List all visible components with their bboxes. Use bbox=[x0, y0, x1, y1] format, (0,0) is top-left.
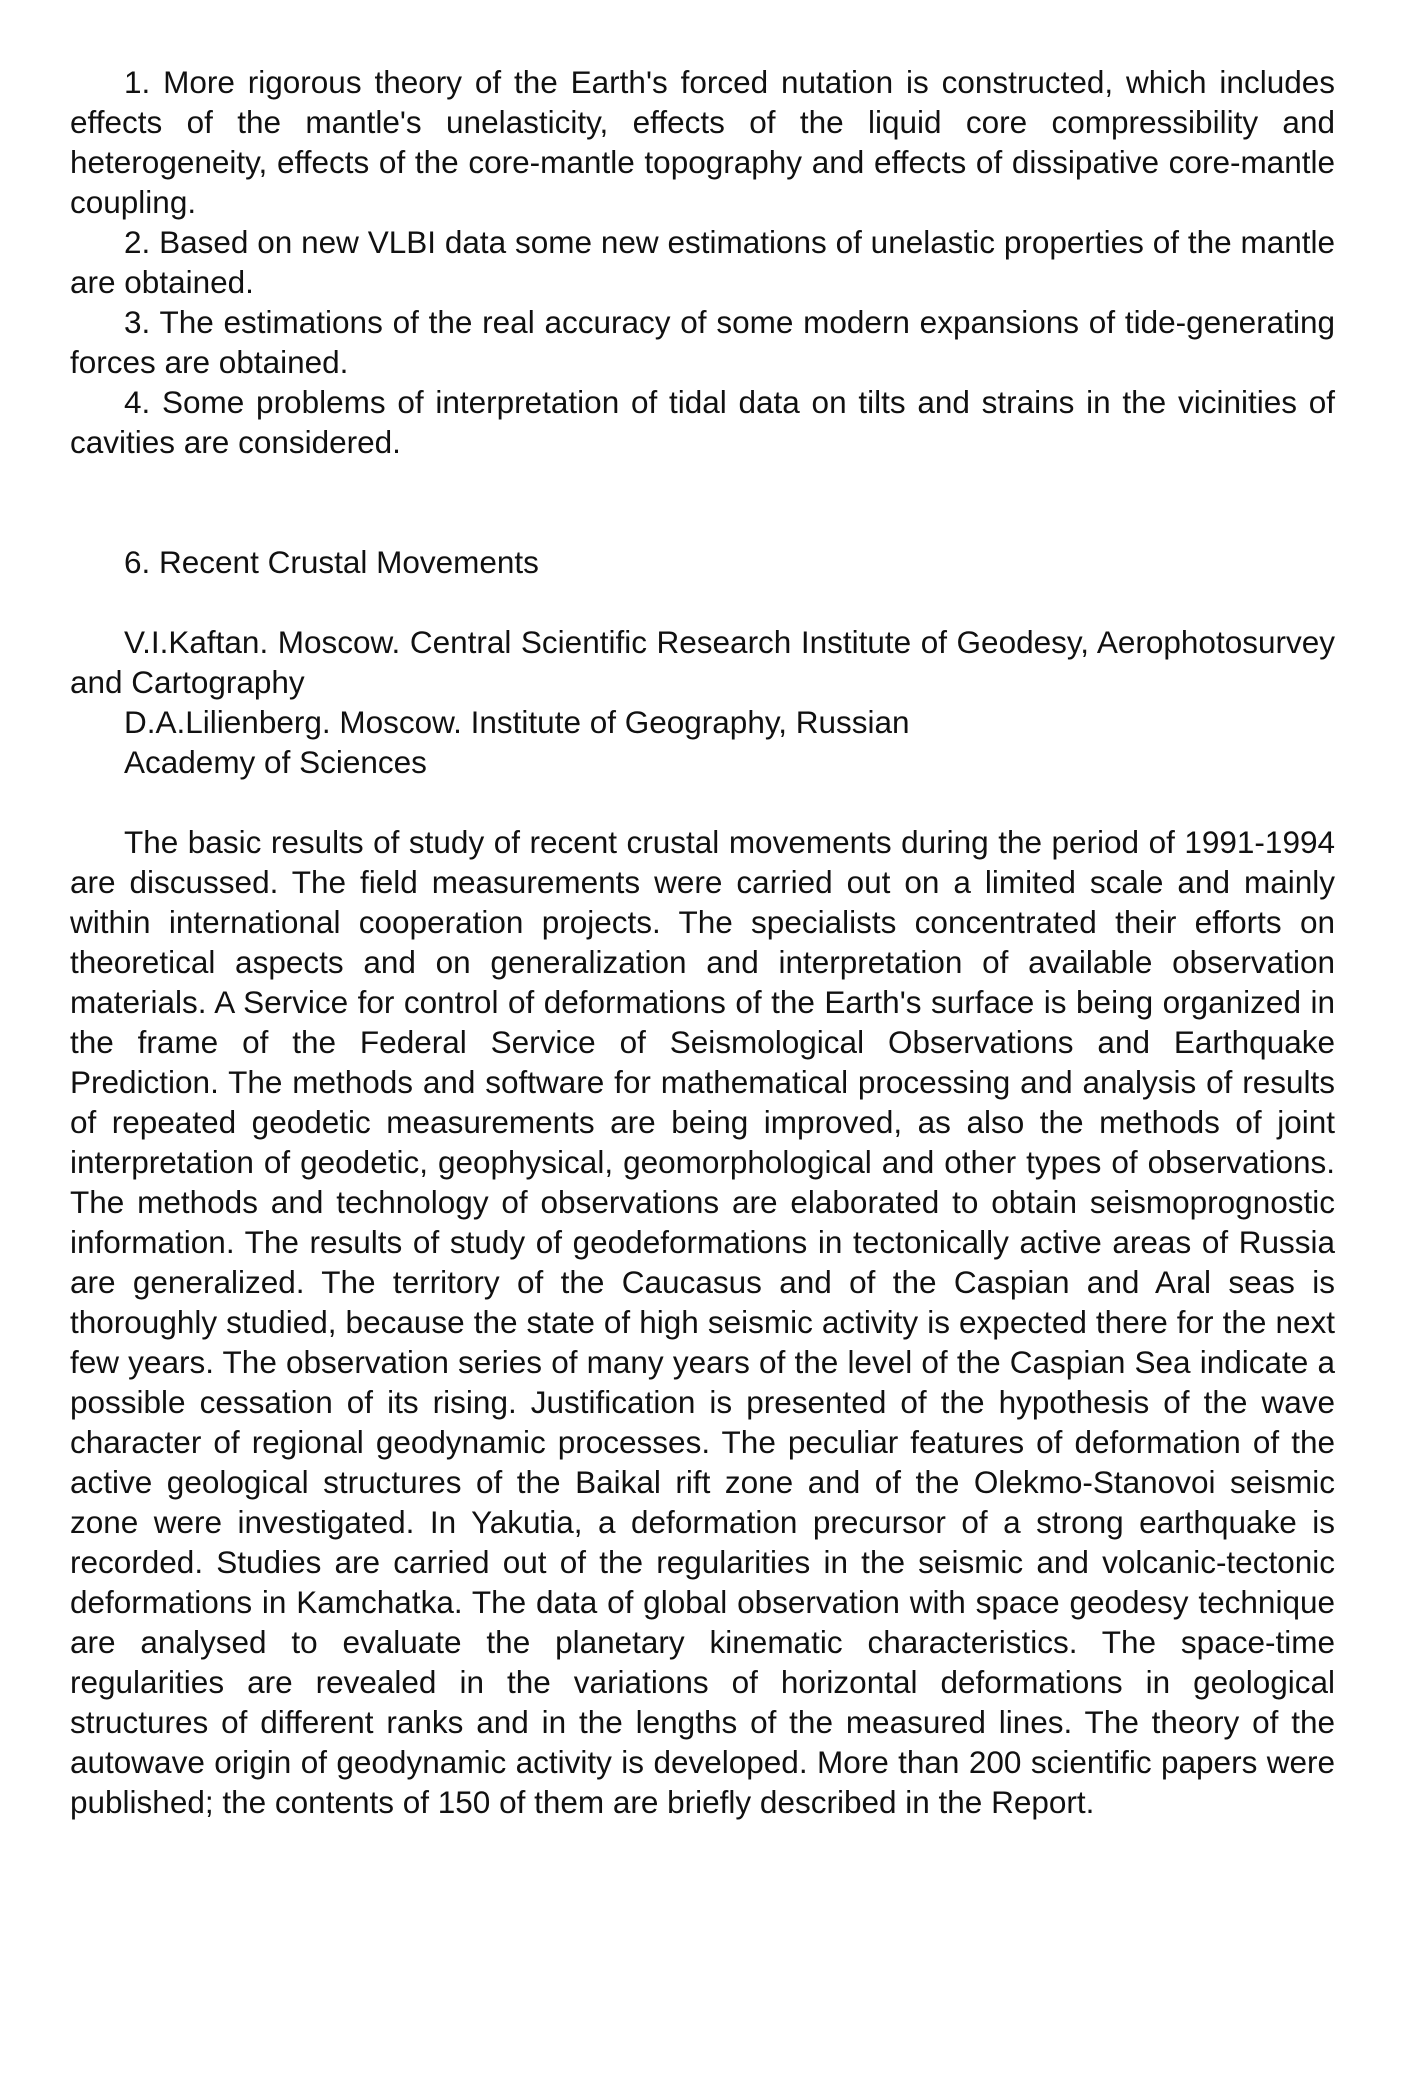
finding-3: 3. The estimations of the real accuracy of some modern expansions of tide-generating forces are obtained. bbox=[70, 304, 1335, 380]
spacer bbox=[70, 782, 1335, 822]
finding-2: 2. Based on new VLBI data some new estimations of unelastic properties of the mantle are obtained. bbox=[70, 224, 1335, 300]
author-kaftan: V.I.Kaftan. Moscow. Central Scientific Research Institute of Geodesy, Aerophotosurvey and Cartography bbox=[70, 624, 1335, 700]
author-lilienberg: D.A.Lilienberg. Moscow. Institute of Geography, Russian bbox=[124, 704, 910, 740]
abstract-text: The basic results of study of recent crustal movements during the period of 1991-1994 are discussed. The field measurements were carried out on a limited scale and mainly within international cooperation projects. The specialists concentrated their efforts on theoretical aspects and on generalization and interpretation of available observation materials. A Service for control of deformations of the Earth's surface is being organized in the frame of the Federal Service of Seismological Observations and Earthquake Prediction. The methods and software for mathematical processing and analysis of results of repeated geodetic measurements are being improved, as also the methods of joint interpretation of geodetic, geophysical, geomorphological and other types of observations. The methods and technology of observations are elaborated to obtain seismoprognostic information. The results of study of geodeformations in tectonically active areas of Russia are generalized. The territory of the Caucasus and of the Caspian and Aral seas is thoroughly studied, because the state of high seismic activity is expected there for the next few years. The observation series of many years of the level of the Caspian Sea indicate a possible cessation of its rising. Justification is presented of the hypothesis of the wave character of regional geodynamic processes. The peculiar features of deformation of the active geological structures of the Baikal rift zone and of the Olekmo-Stanovoi seismic zone were investigated. In Yakutia, a deformation precursor of a strong earthquake is recorded. Studies are carried out of the regularities in the seismic and volcanic-tectonic deformations in Kamchatka. The data of global observation with space geodesy technique are analysed to evaluate the planetary kinematic characteristics. The space-time regularities are revealed in the variations of horizontal deformations in geological structures of different ranks and in the lengths of the measured lines. The theory of the autowave origin of geodynamic activity is developed. More than 200 scientific papers were published; the contents of 150 of them are briefly described in the Report. bbox=[70, 824, 1335, 1820]
section-heading: 6. Recent Crustal Movements bbox=[124, 544, 539, 580]
document-page bbox=[70, 62, 1335, 1822]
spacer bbox=[70, 582, 1335, 622]
finding-1: 1. More rigorous theory of the Earth's forced nutation is constructed, which includes effects of the mantle's unelasticity, effects of the liquid core compressibility and heterogeneity, effects of the core-mantle topography and effects of dissipative core-mantle coupling. bbox=[70, 64, 1335, 220]
spacer bbox=[70, 462, 1335, 542]
finding-4: 4. Some problems of interpretation of tidal data on tilts and strains in the vicinities of cavities are considered. bbox=[70, 384, 1335, 460]
author-lilienberg-affiliation: Academy of Sciences bbox=[124, 744, 427, 780]
